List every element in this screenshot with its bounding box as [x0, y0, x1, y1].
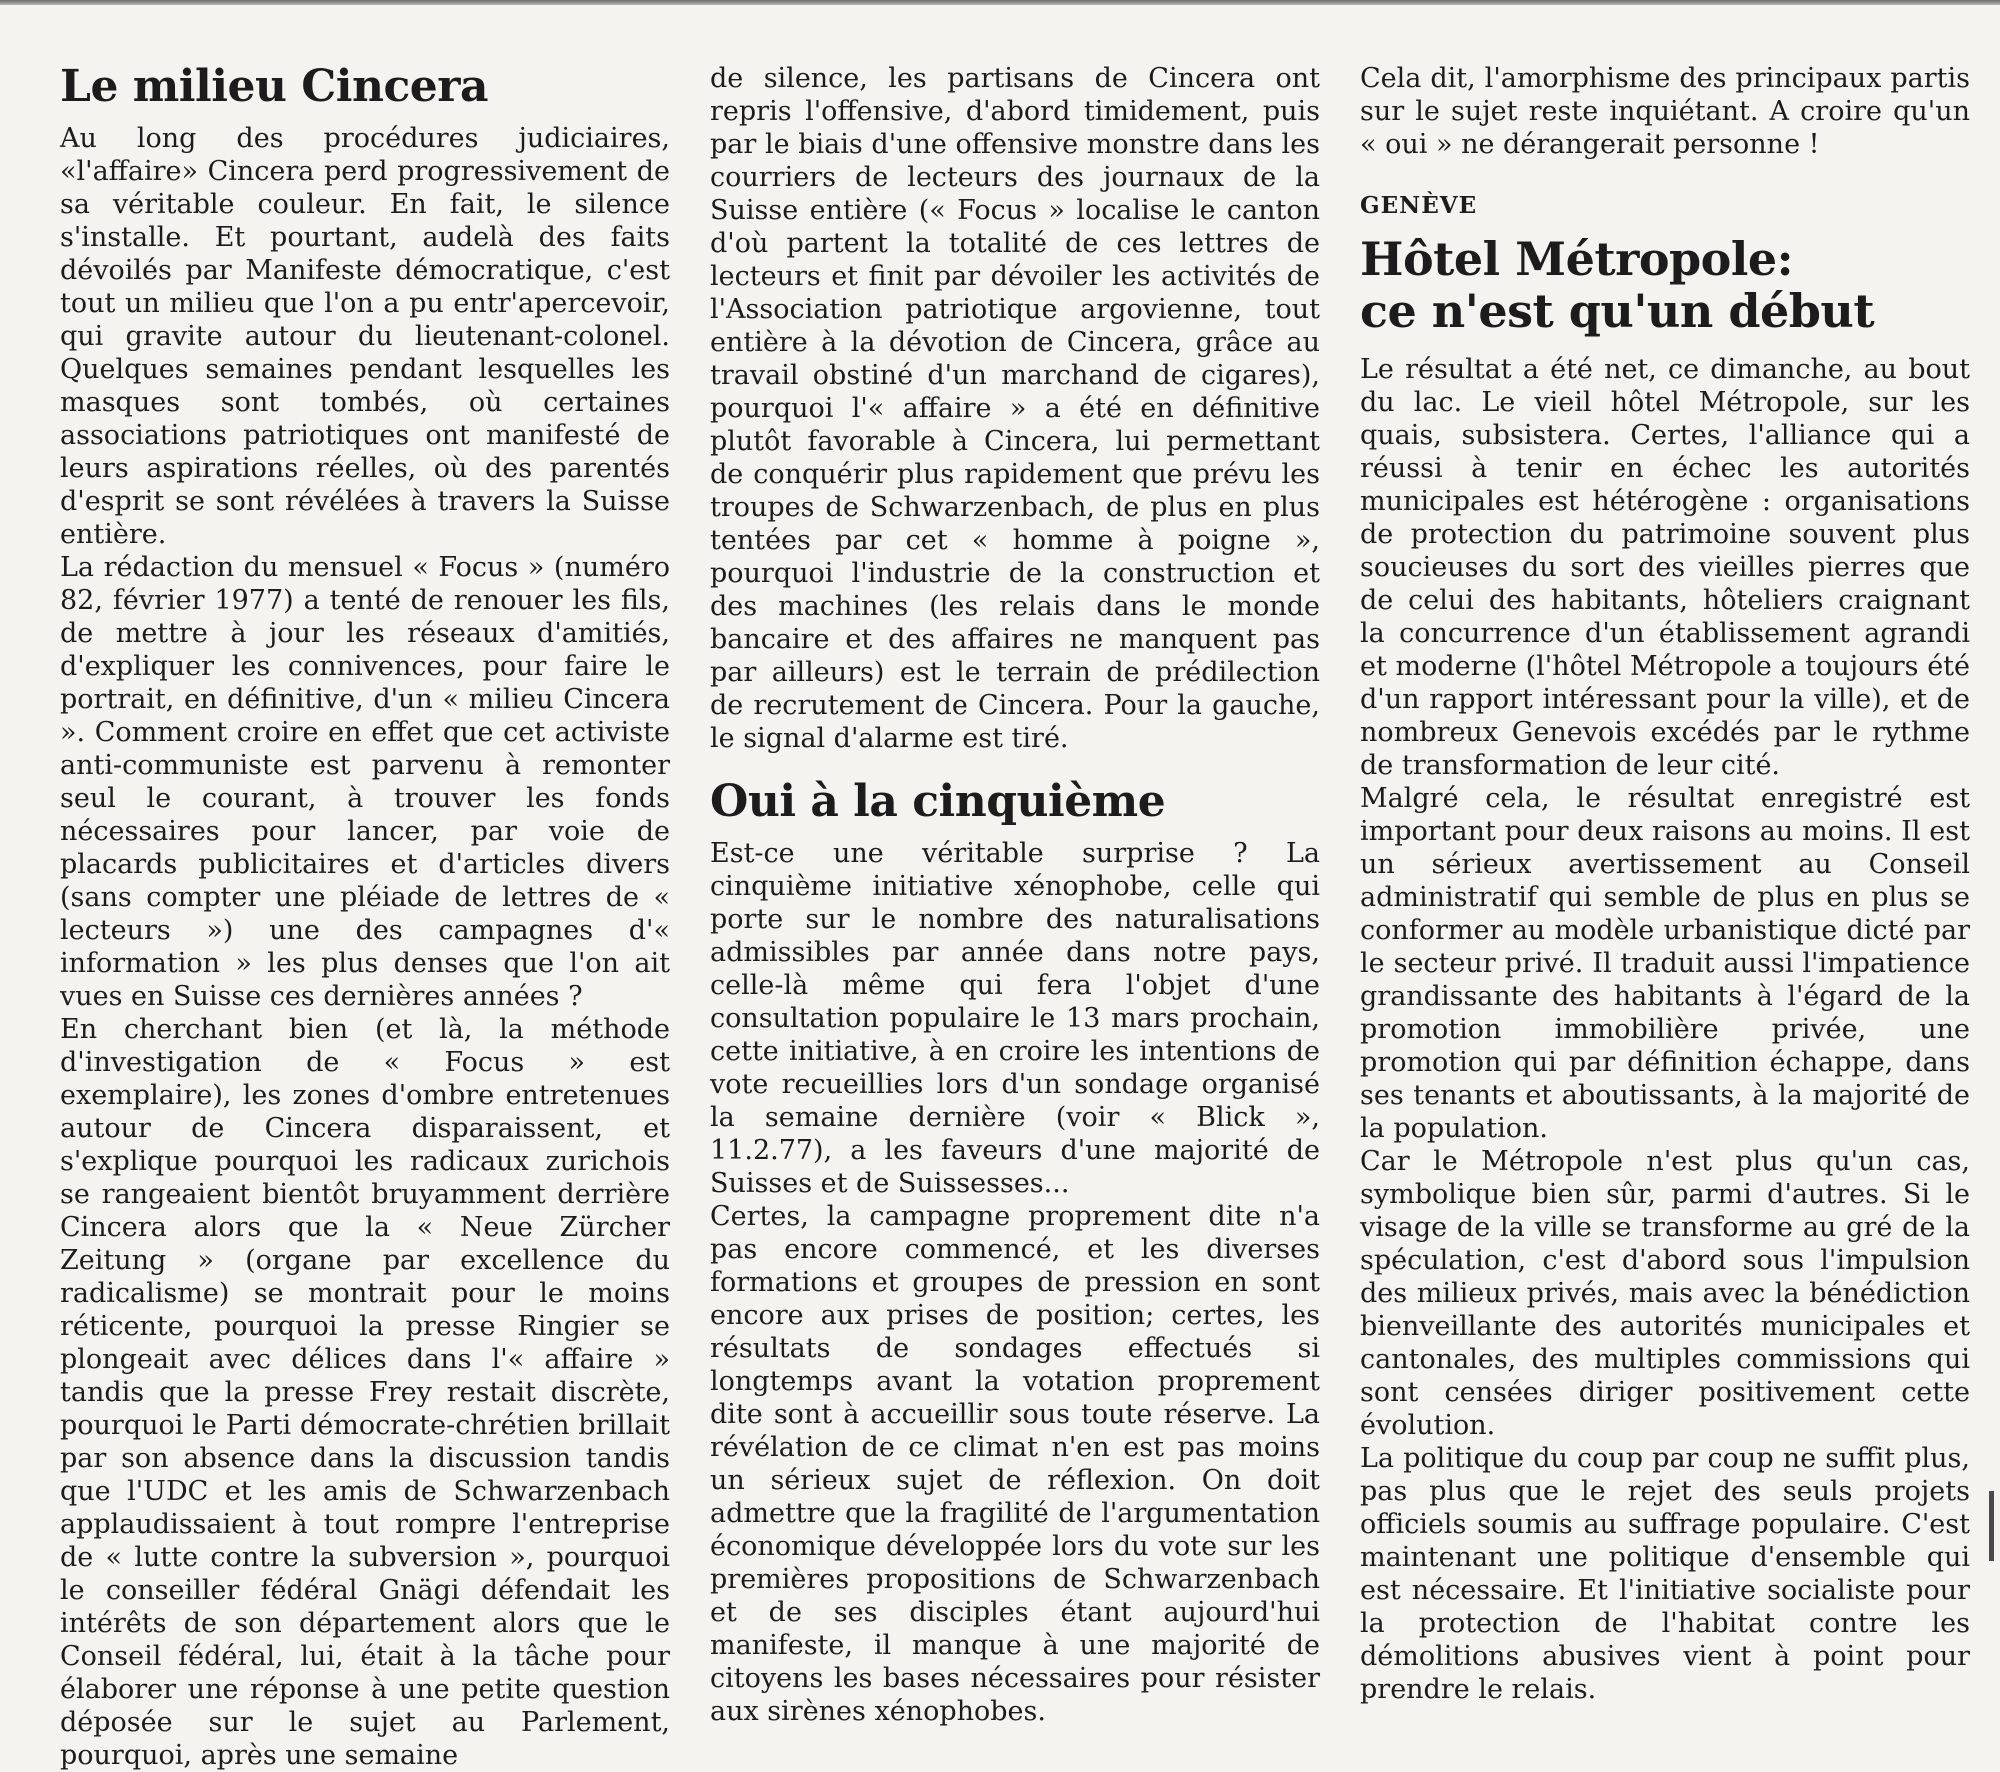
article-paragraph-continued: Cela dit, l'amorphisme des principaux partis sur le sujet reste inquiétant. A croire qu'un « oui » ne dérangerait personne !	[1360, 63, 1970, 160]
column-2	[710, 62, 1320, 1728]
article-title-cinquieme: Oui à la cinquième	[710, 776, 1166, 827]
article-paragraph: Car le Métropole n'est plus qu'un cas, symbolique bien sûr, parmi d'autres. Si le visage de la ville se transforme au gré de la spéculation, c'est d'abord sous l'impulsion des milieux privés, mais avec la bénédiction bienveillante des autorités municipales et cantonales, des multiples commissions qui sont censées diriger positivement cette évolution.	[1360, 1146, 1970, 1441]
title-line-1: Hôtel Métropole:	[1360, 232, 1794, 286]
title-line-2: ce n'est qu'un début	[1360, 284, 1875, 338]
section-kicker: GENÈVE	[1360, 192, 1478, 219]
article-title-cincera: Le milieu Cincera	[60, 61, 488, 112]
article-paragraph: La politique du coup par coup ne suffit plus, pas plus que le rejet des seuls projets officiels soumis au suffrage populaire. C'est maintenant une politique d'ensemble qui est nécessaire. Et l'initiative socialiste pour la protection de l'habitat contre les démolitions abusives vient à point pour prendre le relais.	[1360, 1443, 1970, 1705]
article-paragraph: La rédaction du mensuel « Focus » (numéro 82, février 1977) a tenté de renouer les fils, de mettre à jour les réseaux d'amitiés, d'expliquer les connivences, pour faire le portrait, en définitive, d'un « milieu Cincera ». Comment croire en effet que cet activiste anti-communiste est parvenu à remonter seul le courant, à trouver les fonds nécessaires pour lancer, par voie de placards publicitaires et d'articles divers (sans compter une pléiade de lettres de « lecteurs ») une des campagnes d'« information » les plus denses que l'on ait vues en Suisse ces dernières années ?	[60, 552, 670, 1012]
article-paragraph: Est-ce une véritable surprise ? La cinquième initiative xénophobe, celle qui porte sur le nombre des naturalisations admissibles par année dans notre pays, celle-là même qui fera l'objet d'une consultation populaire le 13 mars prochain, cette initiative, à en croire les intentions de vote recueillies lors d'un sondage organisé la semaine dernière (voir « Blick », 11.2.77), a les faveurs d'une majorité de Suisses et de Suissesses...	[710, 838, 1320, 1199]
article-paragraph: Certes, la campagne proprement dite n'a pas encore commencé, et les diverses formations et groupes de pression en sont encore aux prises de position; certes, les résultats de sondages effectués si longtemps avant la votation proprement dite sont à accueillir sous toute réserve. La révélation de ce climat n'en est pas moins un sérieux sujet de réflexion. On doit admettre que la fragilité de l'argumentation économique développée lors du vote sur les premières propositions de Schwarzenbach et de ses disciples étant aujourd'hui manifeste, il manque à une majorité de citoyens les bases nécessaires pour résister aux sirènes xénophobes.	[710, 1201, 1320, 1727]
article-title-metropole	[1360, 233, 1970, 337]
article-paragraph: Le résultat a été net, ce dimanche, au bout du lac. Le vieil hôtel Métropole, sur les quais, subsistera. Certes, l'alliance qui a réussi à tenir en échec les autorités municipales est hétérogène : organisations de protection du patrimoine souvent plus soucieuses du sort des vieilles pierres que de celui des habitants, hôteliers craignant la concurrence d'un établissement agrandi et moderne (l'hôtel Métropole a toujours été d'un rapport intéressant pour la ville), et de nombreux Genevois excédés par le rythme de transformation de leur cité.	[1360, 354, 1970, 781]
article-paragraph-continued: de silence, les partisans de Cincera ont repris l'offensive, d'abord timidement, puis par le biais d'une offensive monstre dans les courriers de lecteurs des journaux de la Suisse entière (« Focus » localise le canton d'où partent la totalité de ces lettres de lecteurs et finit par dévoiler les activités de l'Association patriotique argovienne, tout entière à la dévotion de Cincera, grâce au travail obstiné d'un marchand de cigares), pourquoi l'« affaire » a été en définitive plutôt favorable à Cincera, lui permettant de conquérir plus rapidement que prévu les troupes de Schwarzenbach, de plus en plus tentées par cet « homme à poigne », pourquoi l'industrie de la construction et des machines (les relais dans le monde bancaire et des affaires ne manquent pas par ailleurs) est le terrain de prédilection de recrutement de Cincera. Pour la gauche, le signal d'alarme est tiré.	[710, 63, 1320, 754]
article-paragraph: En cherchant bien (et là, la méthode d'investigation de « Focus » est exemplaire), les zones d'ombre entretenues autour de Cincera disparaissent, et s'explique pourquoi les radicaux zurichois se rangeaient bientôt bruyamment derrière Cincera alors que la « Neue Zürcher Zeitung » (organe par excellence du radicalisme) se montrait pour le moins réticente, pourquoi la presse Ringier se plongeait avec délices dans l'« affaire » tandis que la presse Frey restait discrète, pourquoi le Parti démocrate-chrétien brillait par son absence dans la discussion tandis que l'UDC et les amis de Schwarzenbach applaudissaient à tout rompre l'entreprise de « lutte contre la subversion », pourquoi le conseiller fédéral Gnägi défendait les intérêts de son département alors que le Conseil fédéral, lui, était à la tâche pour élaborer une réponse à une petite question déposée sur le sujet au Parlement, pourquoi, après une semaine	[60, 1014, 670, 1771]
article-paragraph: Malgré cela, le résultat enregistré est important pour deux raisons au moins. Il est un sérieux avertissement au Conseil administratif qui semble de plus en plus se conformer au modèle urbanistique dicté par le secteur privé. Il traduit aussi l'impatience grandissante des habitants à l'égard de la promotion immobilière privée, une promotion qui par définition échappe, dans ses tenants et aboutissants, à la majorité de la population.	[1360, 783, 1970, 1144]
scan-edge-mark	[1989, 1491, 1994, 1561]
scan-top-edge	[0, 0, 2000, 5]
article-paragraph: Au long des procédures judiciaires, «l'affaire» Cincera perd progressivement de sa véritable couleur. En fait, le silence s'installe. Et pourtant, audelà des faits dévoilés par Manifeste démocratique, c'est tout un milieu que l'on a pu entr'apercevoir, qui gravite autour du lieutenant-colonel. Quelques semaines pendant lesquelles les masques sont tombés, où certaines associations patriotiques ont manifesté de leurs aspirations réelles, où des parentés d'esprit se sont révélées à travers la Suisse entière.	[60, 123, 670, 550]
newspaper-page	[60, 61, 1972, 1771]
column-1	[60, 62, 670, 1772]
column-3	[1360, 62, 1970, 1706]
